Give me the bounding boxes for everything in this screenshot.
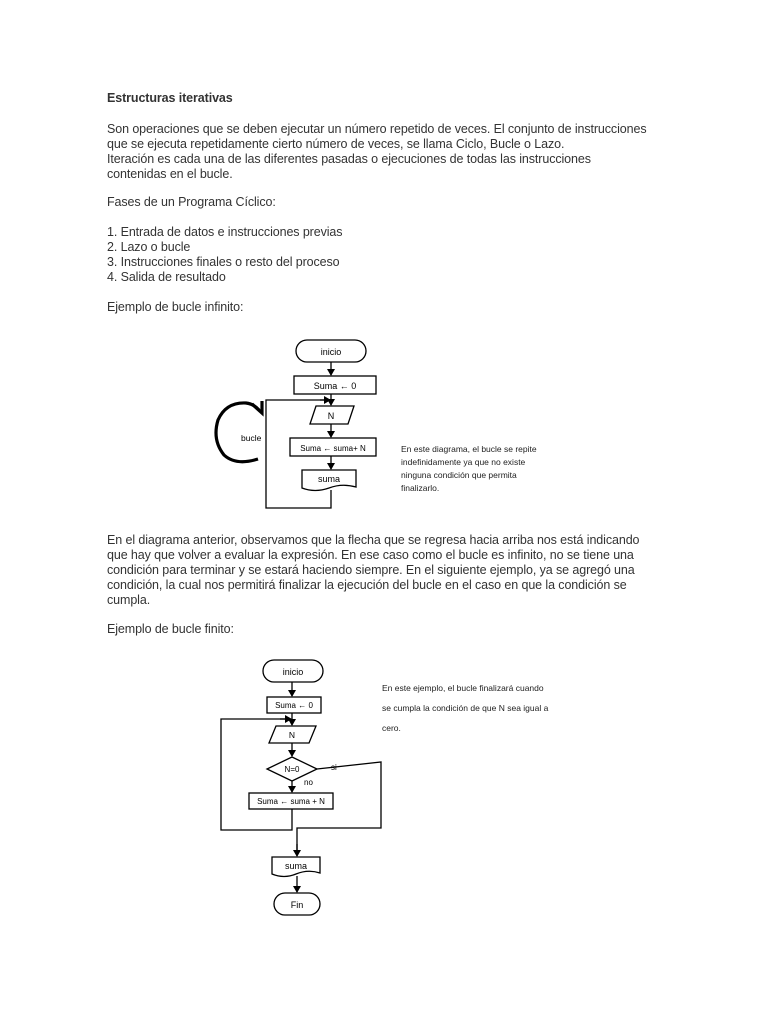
process-label: Suma ← suma+ N [300,444,366,453]
intro-line: Iteración es cada una de las diferentes pasadas o ejecuciones de todas las instrucciones [107,152,591,166]
document-title: Estructuras iterativas [107,91,233,105]
intro-line: contenidas en el bucle. [107,167,233,181]
output-label: suma [317,474,341,484]
phases-heading: Fases de un Programa Cíclico: [107,195,276,209]
note-line: En este ejemplo, el bucle finalizará cuando [382,683,544,693]
explanation-line: cumpla. [107,593,151,607]
infinite-loop-heading: Ejemplo de bucle infinito: [107,300,244,314]
input-label: N [327,411,335,421]
note-line: finalizarlo. [401,483,440,493]
process-label: Suma ← suma + N [257,797,325,806]
end-label: Fin [290,900,304,910]
note-line: En este diagrama, el bucle se repite [401,444,537,454]
start-label: inicio [282,667,304,677]
yes-label: si [331,763,337,772]
explanation-line: condición para terminar y se estará haciendo siempre. En el siguiente ejemplo, ya se agregó una [107,563,635,577]
intro-line: Son operaciones que se deben ejecutar un número repetido de veces. El conjunto de instrucciones [107,122,647,136]
phase-item: 1. Entrada de datos e instrucciones previas [107,225,343,239]
explanation-line: En el diagrama anterior, observamos que la flecha que se regresa hacia arriba nos está indicando [107,533,640,547]
finite-loop-heading: Ejemplo de bucle finito: [107,622,234,636]
note-line: se cumpla la condición de que N sea igual a [382,703,549,713]
intro-line: que se ejecuta repetidamente cierto número de veces, se llama Ciclo, Bucle o Lazo. [107,137,565,151]
phase-item: 2. Lazo o bucle [107,240,191,254]
assign-label: Suma ← 0 [313,381,357,391]
phase-item: 4. Salida de resultado [107,270,226,284]
input-label: N [288,730,296,740]
condition-label: N=0 [284,765,300,774]
loop-label: bucle [241,433,262,443]
explanation-line: condición, la cual nos permitirá finalizar la ejecución del bucle en el caso en que la condición se [107,578,627,592]
finite-diagram-note [382,678,548,738]
note-line: indefinidamente ya que no existe [401,457,526,467]
note-line: ninguna condición que permita [401,470,517,480]
note-line: cero. [382,723,401,733]
no-label: no [304,778,313,787]
explanation-line: que hay que volver a evaluar la expresión. En ese caso como el bucle es infinito, no se tiene una [107,548,634,562]
start-label: inicio [320,347,342,357]
output-label: suma [284,861,308,871]
phase-item: 3. Instrucciones finales o resto del proceso [107,255,340,269]
assign-label: Suma ← 0 [275,701,313,710]
